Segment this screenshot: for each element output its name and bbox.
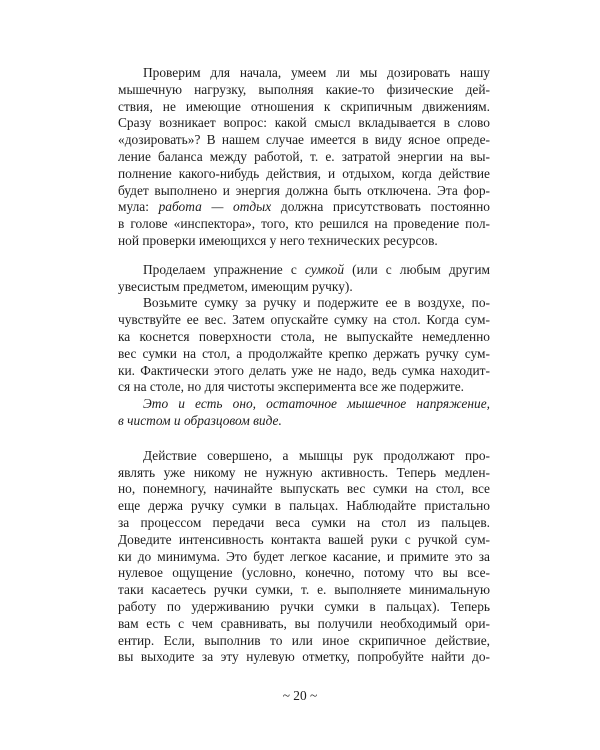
text-line — [118, 262, 490, 279]
text-line: ка коснется поверхности стола, не выпускайте немедленно — [118, 328, 490, 344]
text-line: ки. Фактически этого делать уже не надо, ведь сумка находит- — [118, 362, 490, 378]
text-line: Это и есть оно, остаточное мышечное напряжение, — [143, 396, 490, 412]
italic-phrase: работа — отдых — [158, 199, 272, 215]
text-line: Возьмите сумку за ручку и подержите ее в воздухе, по- — [143, 295, 490, 311]
text-line: увесистым предметом, имеющим ручку). — [118, 278, 353, 294]
text-line: мышечную нагрузку, выполняя какие-то физические дей- — [118, 81, 490, 97]
text-line: будет выполнено и энергия должна быть отключена. Эта фор- — [118, 182, 490, 198]
page-number: ~ 20 ~ — [282, 688, 318, 703]
text-line: Проверим для начала, умеем ли мы дозировать нашу — [143, 65, 490, 80]
text-line: Сразу возникает вопрос: какой смысл вкладывается в слово — [118, 115, 490, 131]
text-line: являть уже никому не нужную активность. Теперь медлен- — [118, 464, 490, 480]
text-line: нулевое ощущение (условно, конечно, потому что вы все- — [118, 565, 490, 581]
text-line: работу по удерживанию ручки сумки в пальцах). Теперь — [118, 598, 490, 614]
italic-phrase: сумкой — [304, 261, 345, 277]
text-line: за процессом передачи веса сумки на стол из пальцев. — [118, 514, 490, 530]
text-line: ной проверки имеющихся у него технических ресурсов. — [118, 232, 438, 248]
text-line: ствия, не имеющие отношения к скрипичным движениям. — [118, 98, 490, 114]
text-line: полнение какого-нибудь действия, и отдыхом, когда действие — [118, 165, 490, 181]
italic-paragraph — [118, 396, 490, 430]
text-line: но, понемногу, начинайте выпускать вес сумки на стол, все — [118, 481, 490, 497]
paragraph — [118, 65, 490, 250]
paragraph — [118, 262, 490, 296]
text-line: чувствуйте ее вес. Затем опускайте сумку на стол. Когда сум- — [118, 312, 490, 328]
paragraph — [118, 448, 490, 666]
text-line: вам есть с чем сравнивать, вы получили необходимый ори- — [118, 615, 490, 631]
text-line: вы выходите за эту нулевую отметку, попробуйте найти до- — [118, 649, 490, 665]
text-line: «дозировать»? В нашем случае имеется в виду ясное опреде- — [118, 132, 490, 148]
text-segment: (или с любым другим — [344, 261, 490, 277]
text-line: еще держа ручку сумки в пальцах. Наблюдайте пристально — [118, 498, 490, 514]
text-line: в голове «инспектора», того, кто решился на проведение пол- — [118, 216, 490, 232]
text-line: таки касаетесь ручки сумки, т. е. выполняете минимальную — [118, 582, 490, 598]
text-segment: должна присутствовать постоянно — [271, 199, 490, 215]
text-line: вес сумки на стол, а продолжайте крепко держать ручку сум- — [118, 345, 490, 361]
text-segment: мула: — [118, 199, 159, 215]
text-line: Доведите интенсивность контакта вашей руки с ручкой сум- — [118, 531, 490, 547]
text-line: ление баланса между работой, т. е. затратой энергии на вы- — [118, 148, 490, 164]
paragraph — [118, 295, 490, 396]
text-line — [118, 199, 490, 216]
text-line: ентир. Если, выполнив то или иное скрипичное действие, — [118, 632, 490, 648]
text-line: в чистом и образцовом виде. — [118, 412, 282, 428]
text-segment: Проделаем упражнение с — [143, 261, 305, 277]
text-line: ся на столе, но для чистоты эксперимента все же подержите. — [118, 379, 465, 395]
text-line: Действие совершено, а мышцы рук продолжают про- — [143, 447, 490, 463]
text-line: ки до минимума. Это будет легкое касание, и примите это за — [118, 548, 490, 564]
page-body — [118, 65, 490, 666]
